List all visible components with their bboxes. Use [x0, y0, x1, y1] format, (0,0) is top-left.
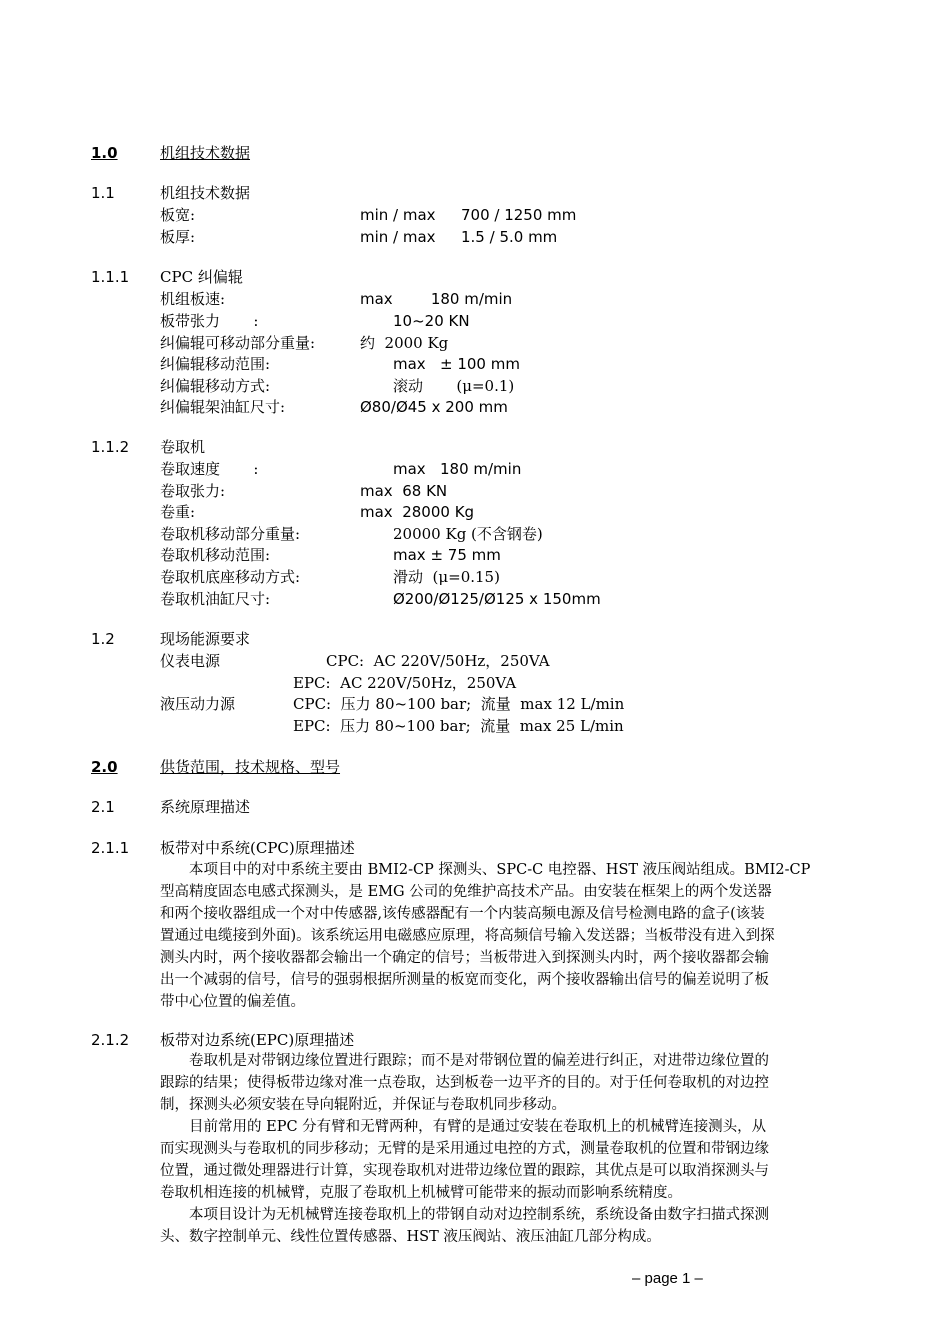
spec-label: 板宽: [160, 206, 196, 224]
spec-value: 1.5 / 5.0 mm [461, 228, 558, 246]
subsection-title: 板带对边系统(EPC)原理描述 [160, 1031, 355, 1049]
section-title: 供货范围，技术规格、型号 [160, 758, 341, 776]
spec-label: 板带张力 : [160, 312, 259, 330]
paragraph-line: 制，探测头必须安装在导向辊附近，并保证与卷取机同步移动。 [160, 1097, 566, 1113]
subsection-number: 1.1.2 [91, 438, 130, 456]
power-epc: EPC: AC 220V/50Hz，250VA [293, 674, 517, 692]
hydraulic-label: 液压动力源 [160, 695, 236, 713]
subsection-title: CPC 纠偏辊 [160, 268, 243, 286]
spec-label: 板厚: [160, 228, 196, 246]
subsection-title: 卷取机 [160, 438, 206, 456]
subsection-title: 板带对中系统(CPC)原理描述 [160, 839, 355, 857]
spec-value: 700 / 1250 mm [461, 206, 577, 224]
spec-value: max 28000 Kg [360, 503, 475, 521]
paragraph-line: 测头内时，两个接收器都会输出一个确定的信号；当板带进入到探测头内时，两个接收器都会输 [160, 950, 769, 966]
paragraph-line: 本项目中的对中系统主要由 BMI2-CP 探测头、SPC-C 电控器、HST 液压阀站组成。BMI2-CP [160, 862, 811, 878]
spec-unit: min / max [360, 228, 436, 246]
spec-value: Ø80/Ø45 x 200 mm [360, 398, 508, 416]
spec-label: 纠偏辊移动方式: [160, 377, 271, 395]
paragraph-line: 卷取机是对带钢边缘位置进行跟踪；而不是对带钢位置的偏差进行纠正，对进带边缘位置的 [160, 1053, 769, 1069]
paragraph-line: 本项目设计为无机械臂连接卷取机上的带钢自动对边控制系统，系统设备由数字扫描式探测 [160, 1207, 769, 1223]
subsection-number: 2.1.2 [91, 1031, 130, 1049]
spec-label: 卷取机底座移动方式: [160, 568, 301, 586]
spec-value: 滑动 (μ=0.15) [393, 568, 500, 586]
epc-description-paragraph [160, 1050, 862, 1248]
paragraph-line: 和两个接收器组成一个对中传感器,该传感器配有一个内装高频电源及信号检测电路的盒子(该装 [160, 906, 765, 922]
hydraulic-epc: EPC: 压力 80~100 bar; 流量 max 25 L/min [293, 717, 624, 735]
subsection-number: 2.1.1 [91, 839, 130, 857]
spec-value: 10~20 KN [393, 312, 470, 330]
cpc-description-paragraph [160, 859, 862, 1013]
section-title: 机组技术数据 [160, 144, 251, 162]
spec-label: 纠偏辊移动范围: [160, 355, 271, 373]
spec-value: 约 2000 Kg [360, 334, 449, 352]
spec-unit: min / max [360, 206, 436, 224]
spec-value: max ± 100 mm [393, 355, 520, 373]
paragraph-line: 头、数字控制单元、线性位置传感器、HST 液压阀站、液压油缸几部分构成。 [160, 1229, 661, 1245]
subsection-number: 1.1.1 [91, 268, 130, 286]
paragraph-line: 而实现测头与卷取机的同步移动；无臂的是采用通过电控的方式，测量卷取机的位置和带钢边缘 [160, 1141, 769, 1157]
hydraulic-cpc: CPC: 压力 80~100 bar; 流量 max 12 L/min [293, 695, 625, 713]
spec-label: 卷取机移动部分重量: [160, 525, 301, 543]
section-number: 1.0 [91, 144, 118, 162]
spec-label: 卷取机油缸尺寸: [160, 590, 271, 608]
spec-label: 卷重: [160, 503, 196, 521]
subsection-title: 现场能源要求 [160, 630, 251, 648]
spec-value: max 180 m/min [360, 290, 513, 308]
power-label: 仪表电源 [160, 652, 221, 670]
spec-value: max ± 75 mm [393, 546, 501, 564]
power-cpc: CPC: AC 220V/50Hz，250VA [326, 652, 550, 670]
paragraph-line: 型高精度固态电感式探测头，是 EMG 公司的免维护高技术产品。由安装在框架上的两个发送器 [160, 884, 772, 900]
section-number: 2.0 [91, 758, 118, 776]
spec-value: Ø200/Ø125/Ø125 x 150mm [393, 590, 601, 608]
subsection-number: 1.1 [91, 184, 115, 202]
subsection-title: 机组技术数据 [160, 184, 251, 202]
spec-label: 卷取张力: [160, 482, 226, 500]
subsection-number: 1.2 [91, 630, 115, 648]
page-number: – page 1 – [632, 1270, 703, 1287]
paragraph-line: 出一个减弱的信号，信号的强弱根据所测量的板宽而变化，两个接收器输出信号的偏差说明了板 [160, 972, 769, 988]
spec-value: max 180 m/min [393, 460, 522, 478]
spec-label: 卷取机移动范围: [160, 546, 271, 564]
paragraph-line: 跟踪的结果；使得板带边缘对准一点卷取，达到板卷一边平齐的目的。对于任何卷取机的对边控 [160, 1075, 769, 1091]
paragraph-line: 目前常用的 EPC 分有臂和无臂两种，有臂的是通过安装在卷取机上的机械臂连接测头，从 [160, 1119, 767, 1135]
subsection-number: 2.1 [91, 798, 115, 816]
spec-label: 卷取速度 : [160, 460, 259, 478]
spec-value: 滚动 (μ=0.1) [393, 377, 515, 395]
spec-label: 纠偏辊架油缸尺寸: [160, 398, 286, 416]
paragraph-line: 位置，通过微处理器进行计算，实现卷取机对进带边缘位置的跟踪，其优点是可以取消探测头与 [160, 1163, 769, 1179]
spec-label: 纠偏辊可移动部分重量: [160, 334, 316, 352]
spec-label: 机组板速: [160, 290, 226, 308]
paragraph-line: 置通过电缆接到外面)。该系统运用电磁感应原理，将高频信号输入发送器；当板带没有进入到探 [160, 928, 775, 944]
spec-value: max 68 KN [360, 482, 448, 500]
subsection-title: 系统原理描述 [160, 798, 251, 816]
paragraph-line: 卷取机相连接的机械臂，克服了卷取机上机械臂可能带来的振动而影响系统精度。 [160, 1185, 682, 1201]
paragraph-line: 带中心位置的偏差值。 [160, 994, 305, 1010]
spec-value: 20000 Kg (不含钢卷) [393, 525, 543, 543]
